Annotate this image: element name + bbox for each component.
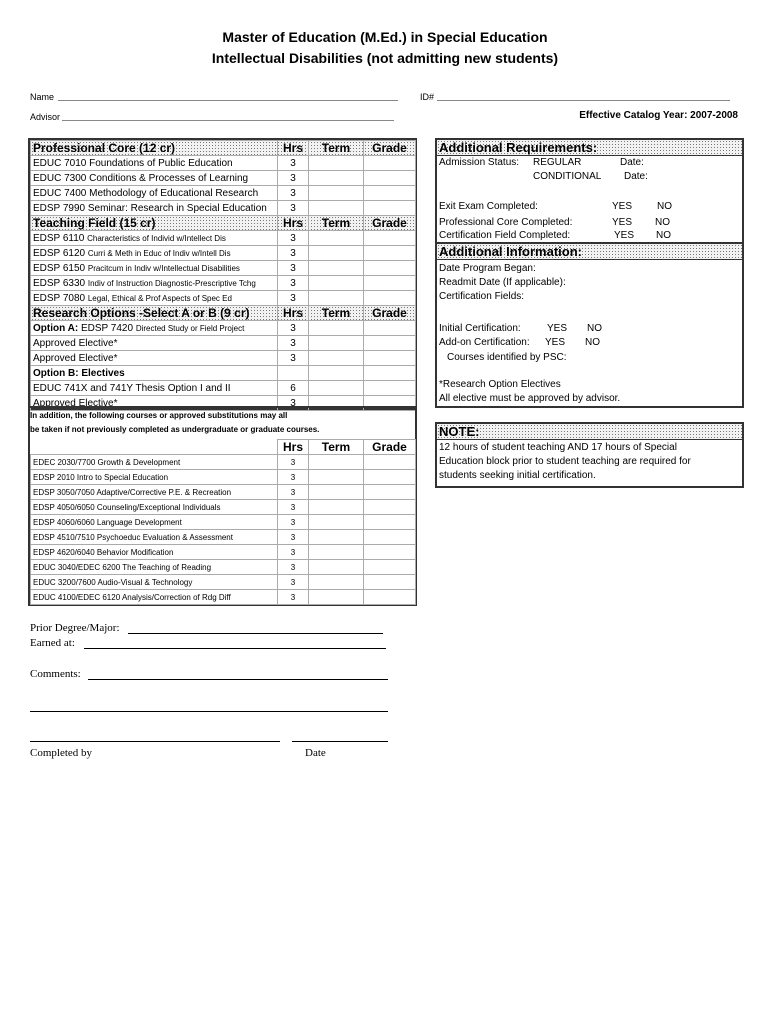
- cert-fields: Certification Fields:: [439, 291, 525, 302]
- research-electives-note: *Research Option Electives: [439, 379, 561, 390]
- id-field[interactable]: [437, 100, 730, 101]
- date-label: Date: [305, 747, 326, 759]
- comments-field-2[interactable]: [30, 711, 388, 712]
- initial-yes[interactable]: YES: [547, 323, 568, 334]
- cert-yes[interactable]: YES: [614, 230, 635, 241]
- date-began: Date Program Began:: [439, 263, 536, 274]
- table-row: Approved Elective* 3: [31, 396, 416, 411]
- completed-by-label: Completed by: [30, 747, 93, 759]
- date-field[interactable]: [292, 741, 388, 742]
- table-row: EDUC 741X and 741Y Thesis Option I and II 6: [31, 381, 416, 396]
- additional-requirements: [435, 138, 744, 246]
- note-line: 12 hours of student teaching AND 17 hours of Special: [439, 442, 677, 453]
- advisor-field[interactable]: [62, 120, 394, 121]
- table-row: EDSP 4620/6040 Behavior Modification 3: [31, 545, 416, 560]
- research-header: Research Options -Select A or B (9 cr) Hrs Term Grade: [31, 306, 416, 321]
- prof-core: Professional Core Completed:: [439, 217, 573, 228]
- course-block: [28, 138, 417, 410]
- table-row: EDSP 7080 Legal, Ethical & Prof Aspects of Spec Ed 3: [31, 291, 416, 306]
- addon-no[interactable]: NO: [585, 337, 600, 348]
- table-row: Approved Elective* 3: [31, 336, 416, 351]
- earned-at-label: Earned at:: [30, 637, 75, 649]
- table-row: EDUC 7400 Methodology of Educational Research 3: [31, 186, 416, 201]
- admission-label: Admission Status:: [439, 157, 520, 168]
- table-row: EDEC 2030/7700 Growth & Development 3: [31, 455, 416, 470]
- table-row: EDSP 6110 Characteristics of Individ w/Intellect Dis 3: [31, 231, 416, 246]
- col-hrs: Hrs: [278, 141, 309, 156]
- sub-note-1: In addition, the following courses or approved substitutions may all: [30, 411, 288, 420]
- table-row: Approved Elective* 3: [31, 351, 416, 366]
- table-row: EDSP 4050/6050 Counseling/Exceptional Individuals 3: [31, 500, 416, 515]
- regular-label[interactable]: REGULAR: [533, 157, 582, 168]
- prior-degree-field[interactable]: [128, 633, 383, 634]
- advisor-label: Advisor: [30, 112, 61, 122]
- table-row: EDUC 7010 Foundations of Public Education 3: [31, 156, 416, 171]
- exit-yes[interactable]: YES: [612, 201, 633, 212]
- table-row: EDUC 7300 Conditions & Processes of Learning 3: [31, 171, 416, 186]
- core-title: Professional Core (12 cr): [31, 141, 278, 156]
- col-grade: Grade: [364, 141, 416, 156]
- addreq-title: Additional Requirements:: [437, 140, 742, 156]
- addon-cert: Add-on Certification:: [439, 337, 530, 348]
- table-row: EDSP 2010 Intro to Special Education 3: [31, 470, 416, 485]
- comments-label: Comments:: [30, 668, 81, 680]
- substitutions-table: Hrs Term Grade EDEC 2030/7700 Growth & Development 3 EDSP 2010 Intro to Special Education 3 EDSP 3050/7050 Adaptive/Corrective P.E. & Recreation 3 EDSP 4050/6050 Counseling/Exceptional Individuals 3 EDSP 4060/6060 Language Development 3 EDSP 4510/7510 Psychoeduc Evaluation & Assessment 3 EDSP 4620/6040 Behavior Modification 3 EDUC 3040/EDEC 6200 The Teaching of Reading 3 EDUC 3200/7600 Audio-Visual & Technology 3 EDUC 4100/EDEC 6120 Analysis/Correction of Rdg Diff 3: [30, 439, 416, 605]
- addinfo-title: Additional Information:: [437, 244, 742, 260]
- core-no[interactable]: NO: [655, 217, 670, 228]
- substitutions-block: [28, 406, 417, 606]
- name-label: Name: [30, 92, 55, 102]
- prior-degree-label: Prior Degree/Major:: [30, 622, 120, 634]
- teach-title: Teaching Field (15 cr): [31, 216, 278, 231]
- teach-header: Teaching Field (15 cr) Hrs Term Grade: [31, 216, 416, 231]
- initial-cert: Initial Certification:: [439, 323, 521, 334]
- completed-by-field[interactable]: [30, 741, 280, 742]
- regular-date: Date:: [620, 157, 644, 168]
- table-row: EDSP 6150 Pracitcum in Indiv w/Intellectual Disabilities 3: [31, 261, 416, 276]
- exit-no[interactable]: NO: [657, 201, 672, 212]
- earned-at-field[interactable]: [84, 648, 386, 649]
- exit-exam: Exit Exam Completed:: [439, 201, 538, 212]
- table-row: EDUC 4100/EDEC 6120 Analysis/Correction of Rdg Diff 3: [31, 590, 416, 605]
- conditional-date: Date:: [624, 171, 648, 182]
- name-field[interactable]: [58, 100, 398, 101]
- table-row: EDUC 3200/7600 Audio-Visual & Technology 3: [31, 575, 416, 590]
- course-table: [30, 140, 416, 411]
- table-row: Option B: Electives: [31, 366, 416, 381]
- comments-field[interactable]: [88, 679, 388, 680]
- note-title: NOTE:: [437, 424, 742, 440]
- table-row: EDSP 4060/6060 Language Development 3: [31, 515, 416, 530]
- sub-note-2: be taken if not previously completed as undergraduate or graduate courses.: [30, 425, 320, 434]
- initial-no[interactable]: NO: [587, 323, 602, 334]
- core-yes[interactable]: YES: [612, 217, 633, 228]
- psc-courses: Courses identified by PSC:: [447, 352, 567, 363]
- id-label: ID#: [420, 92, 435, 102]
- table-row: EDSP 7990 Seminar: Research in Special Education 3: [31, 201, 416, 216]
- addon-yes[interactable]: YES: [545, 337, 566, 348]
- note-line: Education block prior to student teaching are required for: [439, 456, 691, 467]
- cert-no[interactable]: NO: [656, 230, 671, 241]
- note-line: students seeking initial certification.: [439, 470, 596, 481]
- catalog-year: Effective Catalog Year: 2007-2008: [579, 110, 738, 121]
- col-term: Term: [309, 141, 364, 156]
- cert-field: Certification Field Completed:: [439, 230, 571, 241]
- table-row: EDSP 6330 Indiv of Instruction Diagnostic-Prescriptive Tchg 3: [31, 276, 416, 291]
- table-row: EDSP 4510/7510 Psychoeduc Evaluation & Assessment 3: [31, 530, 416, 545]
- table-row: EDUC 3040/EDEC 6200 The Teaching of Reading 3: [31, 560, 416, 575]
- page-subtitle: Intellectual Disabilities (not admitting new students): [211, 50, 559, 66]
- conditional-label[interactable]: CONDITIONAL: [533, 171, 602, 182]
- note-box: [435, 422, 744, 488]
- elective-approve-note: All elective must be approved by advisor.: [439, 393, 621, 404]
- core-header: [31, 141, 416, 156]
- additional-information: [435, 242, 744, 408]
- table-row: EDSP 3050/7050 Adaptive/Corrective P.E. & Recreation 3: [31, 485, 416, 500]
- table-row: Option A: EDSP 7420 Directed Study or Field Project 3: [31, 321, 416, 336]
- table-row: EDSP 6120 Curri & Meth in Educ of Indiv w/Intell Dis 3: [31, 246, 416, 261]
- research-title: Research Options -Select A or B (9 cr): [31, 306, 278, 321]
- page-title: Master of Education (M.Ed.) in Special Education: [222, 29, 548, 45]
- readmit-date: Readmit Date (If applicable):: [439, 277, 566, 288]
